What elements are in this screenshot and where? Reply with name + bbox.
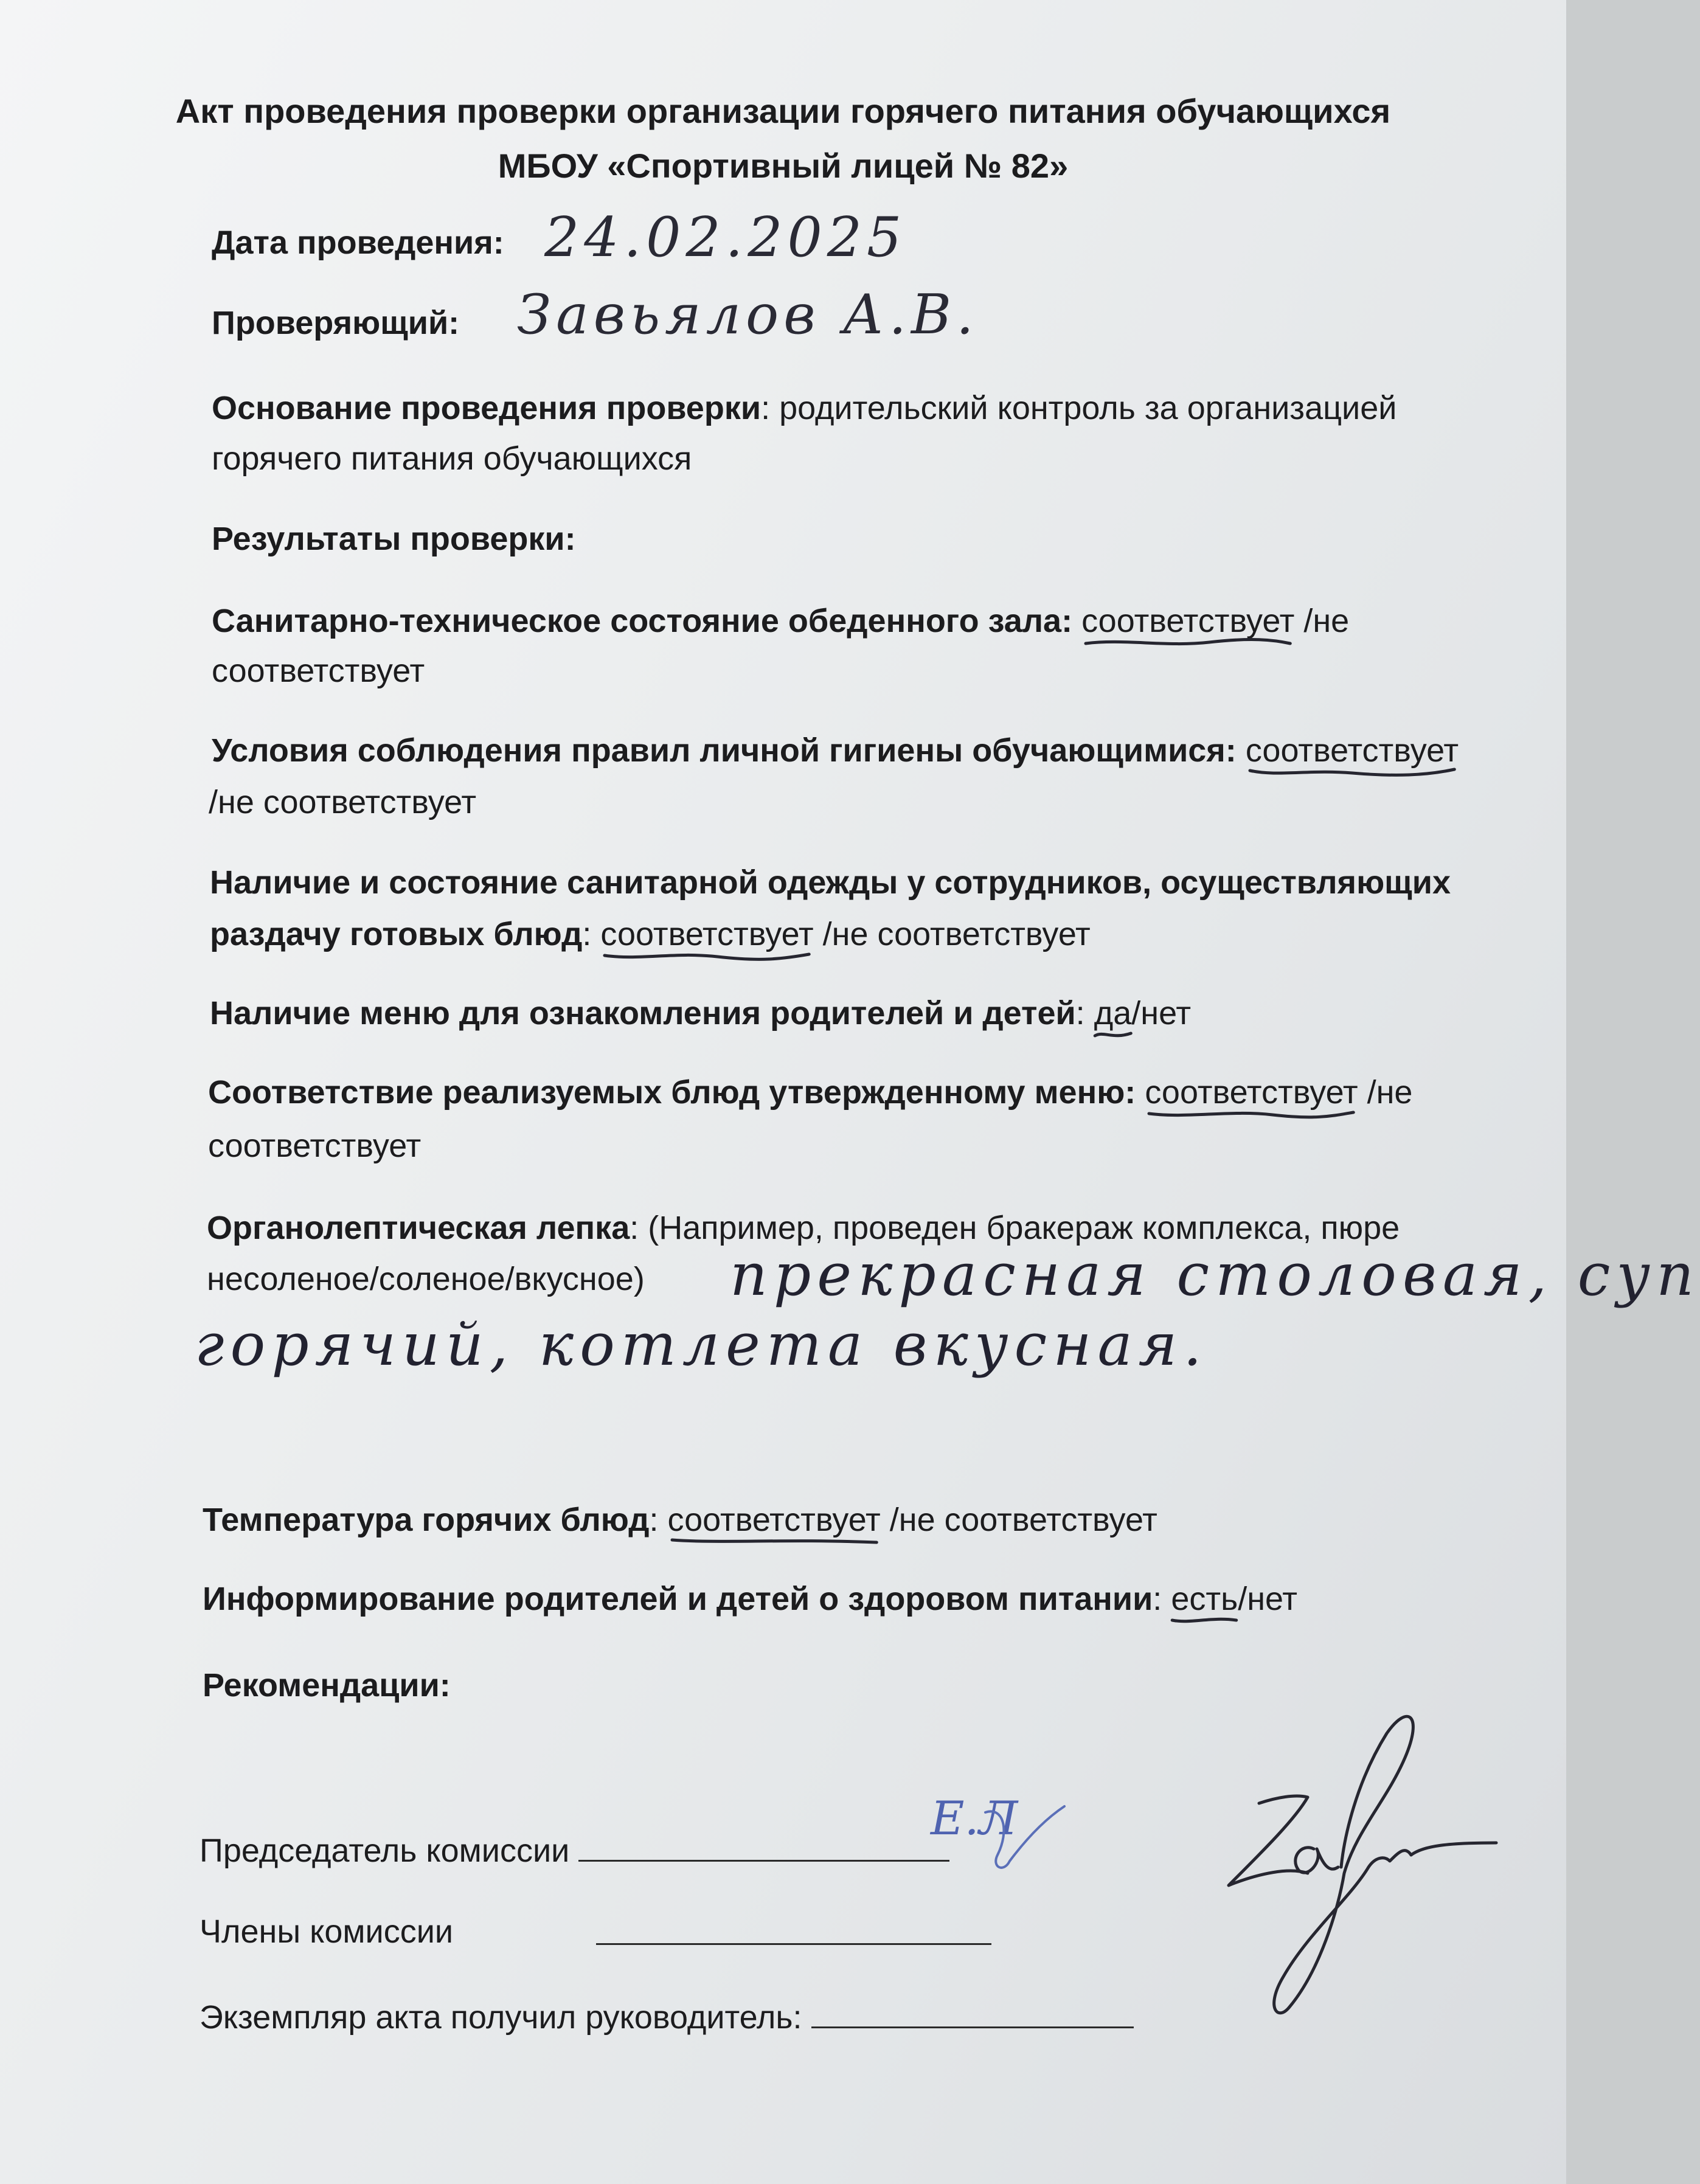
organoleptic-text-line2: несоленое/соленое/вкусное) [207,1261,645,1297]
dishes-line1 [208,1073,1412,1111]
basis-line1 [212,389,1396,427]
basis-text-line1: : родительский контроль за организацией [761,390,1397,426]
chairman-initials: Е.Л [931,1791,1018,1845]
clothing-line2 [210,915,1091,953]
copy-label: Экземпляр акта получил руководитель: [199,1999,802,2036]
menu-selected: да [1094,994,1132,1032]
temperature-rest: /не соответствует [889,1502,1157,1538]
organoleptic-handwritten-line1: прекрасная столовая, суп [730,1241,1700,1309]
underline-mark [1171,1614,1238,1626]
hygiene-label: Условия соблюдения правил личной гигиены обучающимися: [212,732,1237,769]
dishes-label: Соответствие реализуемых блюд утвержденному меню: [208,1074,1136,1111]
dishes-line2: соответствует [208,1128,422,1164]
inspector-label: Проверяющий: [212,305,460,341]
underline-mark [668,1535,881,1547]
underline-mark [1094,1028,1132,1041]
copy-signature-field [811,1996,1134,2028]
results-label: Результаты проверки: [212,521,576,557]
temperature-colon: : [649,1502,659,1538]
dishes-sep: /не [1367,1074,1413,1111]
sanitary-sep: /не [1303,603,1350,639]
document-title-line1: Акт проведения проверки организации горячего питания обучающихся [175,92,1391,130]
signature-stroke [1411,1843,1496,1855]
sanitary-selected: соответствует [1081,602,1294,640]
clothing-colon: : [582,916,592,952]
members-signature-field [596,1913,991,1948]
informing-colon: : [1153,1581,1162,1617]
sanitary-line1 [212,602,1349,640]
temperature-selected: соответствует [668,1501,881,1539]
chairman-label: Председатель комиссии [199,1832,570,1869]
hygiene-line1 [212,732,1459,769]
organoleptic-handwritten-line2: горячий, котлета вкусная. [195,1311,1208,1379]
clothing-label-line2: раздачу готовых блюд [210,916,583,952]
temperature-line [203,1501,1157,1539]
copy-line [199,1996,1134,2036]
menu-rest: /нет [1131,995,1192,1031]
chairman-line [199,1829,949,1870]
date-value: 24.02.2025 [544,206,907,269]
recommendations-label: Рекомендации: [203,1667,451,1704]
hygiene-line2: /не соответствует [209,784,477,820]
informing-selected: есть [1171,1580,1238,1618]
dishes-selected: соответствует [1145,1073,1358,1111]
underline-mark [1081,636,1294,648]
underline-mark [1246,766,1459,778]
menu-label: Наличие меню для ознакомления родителей и детей [210,995,1076,1031]
basis-text-line2: горячего питания обучающихся [212,440,692,477]
temperature-label: Температура горячих блюд [203,1502,650,1538]
basis-label: Основание проведения проверки [212,390,762,426]
underline-mark [600,949,813,962]
document-title-line2: МБОУ «Спортивный лицей № 82» [498,147,1069,185]
clothing-selected: соответствует [600,915,813,953]
hygiene-selected: соответствует [1246,732,1459,769]
chairman-signature-field [578,1829,949,1862]
underline-mark [1145,1108,1358,1120]
sanitary-line2: соответствует [212,653,425,689]
menu-line [210,994,1191,1032]
members-label: Члены комиссии [199,1913,454,1950]
sanitary-label: Санитарно-техническое состояние обеденного зала: [212,603,1073,639]
menu-colon: : [1075,995,1085,1031]
informing-line [203,1580,1297,1618]
signature-stroke [1229,1796,1308,1885]
date-label: Дата проведения: [212,224,504,261]
organoleptic-text-line1: : (Например, проведен бракераж комплекса, пюре [630,1210,1400,1246]
clothing-label-line1: Наличие и состояние санитарной одежды у сотрудников, осуществляющих [210,864,1451,901]
clothing-rest: /не соответствует [822,916,1091,952]
informing-rest: /нет [1238,1581,1298,1617]
informing-label: Информирование родителей и детей о здоровом питании [203,1581,1153,1617]
inspector-signature [1192,1691,1508,2031]
chairman-signature [912,1794,1070,1891]
organoleptic-label: Органолептическая лепка [207,1210,630,1246]
inspector-value: Завьялов А.В. [517,283,979,347]
signature-stroke [985,1806,1064,1868]
signature-stroke [1296,1848,1338,1873]
